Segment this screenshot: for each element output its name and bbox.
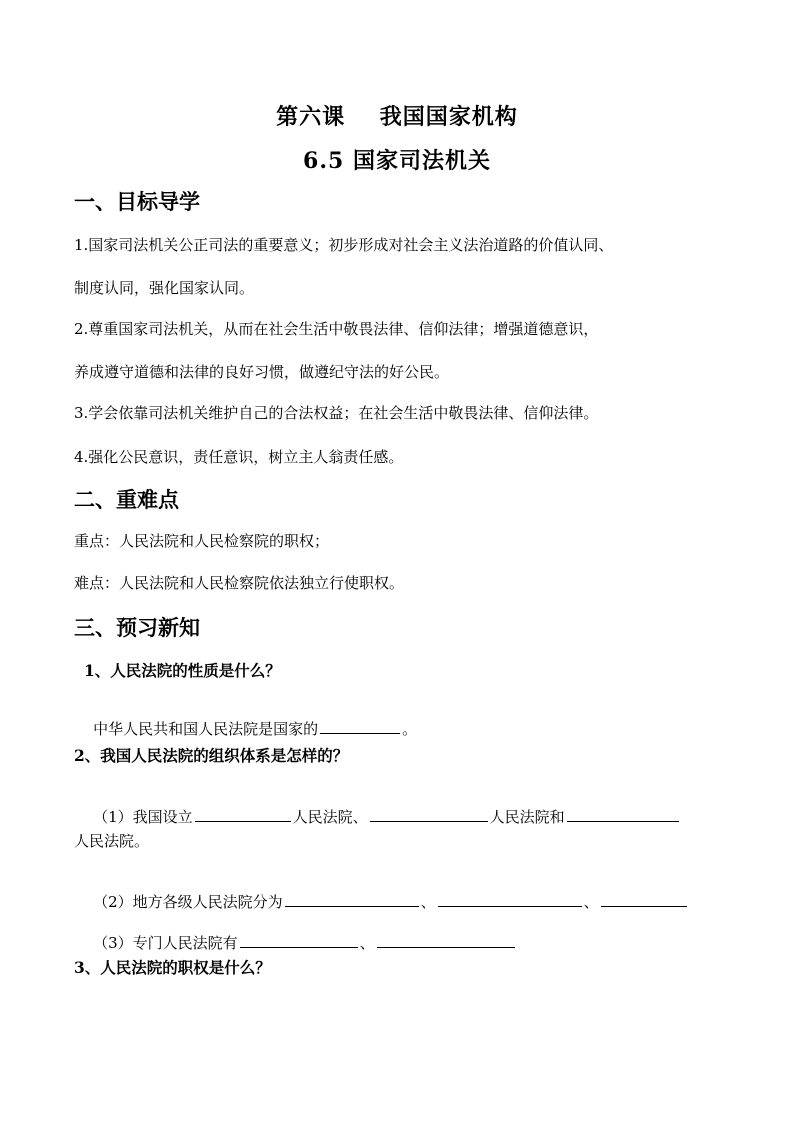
fill-blank[interactable] [370, 807, 488, 822]
question-2: 2、我国人民法院的组织体系是怎样的？ [74, 746, 349, 765]
goal-line: 制度认同，强化国家认同。 [74, 279, 255, 297]
lesson-subtitle: 6.5 国家司法机关 [303, 148, 491, 174]
section-heading-preview: 三、预习新知 [74, 615, 200, 640]
lesson-title: 第六课 我国国家机构 [276, 104, 518, 130]
q2-item-2-sep: 、 [420, 893, 436, 911]
fill-blank[interactable] [195, 807, 291, 822]
section-heading-key-points: 二、重难点 [74, 487, 179, 512]
fill-blank[interactable] [377, 933, 515, 948]
q2-item-1-label: （1）我国设立 [93, 808, 193, 826]
goal-line: 2.尊重国家司法机关，从而在社会生活中敬畏法律、信仰法律；增强道德意识， [74, 320, 599, 338]
goal-line: 4.强化公民意识，责任意识，树立主人翁责任感。 [74, 448, 404, 466]
fill-blank[interactable] [240, 933, 358, 948]
difficult-point-line: 难点：人民法院和人民检察院依法独立行使职权。 [74, 574, 405, 592]
q2-item-1 [74, 788, 681, 845]
answer-1-text: 中华人民共和国人民法院是国家的 [93, 720, 319, 738]
fill-blank[interactable] [601, 892, 687, 907]
q2-item-2-sep: 、 [583, 893, 599, 911]
answer-1-end: 。 [402, 720, 418, 738]
q2-item-1-text-c: 人民法院和 [489, 808, 565, 826]
fill-blank[interactable] [438, 892, 582, 907]
goal-line: 1.国家司法机关公正司法的重要意义；初步形成对社会主义法治道路的价值认同、 [74, 236, 614, 254]
key-point-line: 重点：人民法院和人民检察院的职权； [74, 532, 330, 550]
q2-item-3-label: （3）专门人民法院有 [93, 934, 238, 952]
goal-line: 3.学会依靠司法机关维护自己的合法权益；在社会生活中敬畏法律、信仰法律。 [74, 404, 599, 422]
q2-item-1-text-b: 人民法院、 [292, 808, 368, 826]
fill-blank[interactable] [285, 892, 419, 907]
fill-blank[interactable] [320, 719, 400, 734]
question-3: 3、人民法院的职权是什么？ [74, 958, 271, 977]
q2-item-1-continued: 人民法院。 [74, 832, 150, 850]
section-heading-goals: 一、目标导学 [74, 189, 200, 214]
q2-item-3-sep: 、 [359, 934, 375, 952]
question-1: 1、人民法院的性质是什么？ [84, 661, 281, 680]
goal-line: 养成遵守道德和法律的良好习惯，做遵纪守法的好公民。 [74, 363, 450, 381]
fill-blank[interactable] [567, 807, 679, 822]
q2-item-2-label: （2）地方各级人民法院分为 [93, 893, 283, 911]
